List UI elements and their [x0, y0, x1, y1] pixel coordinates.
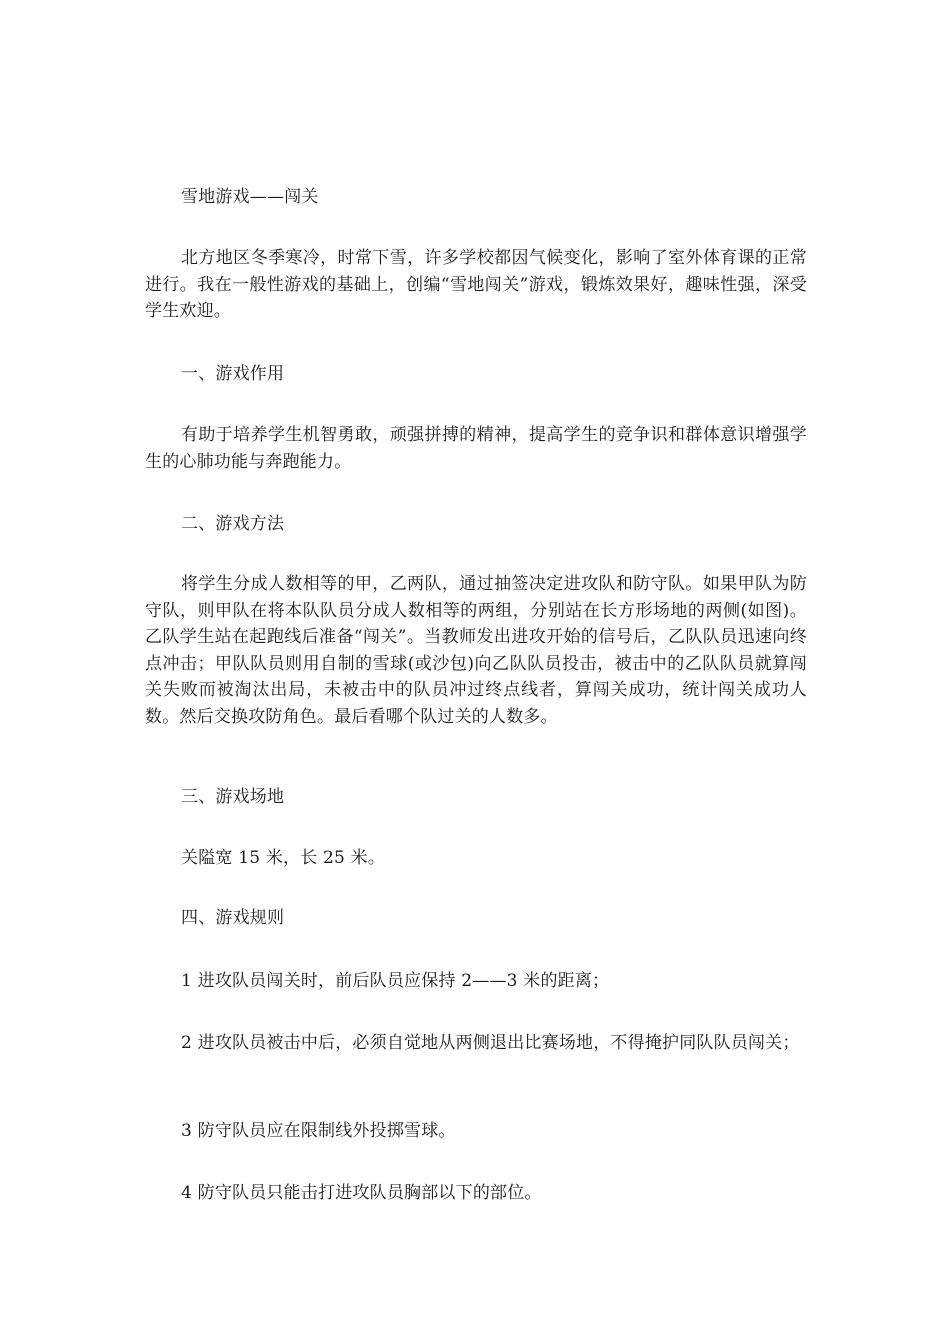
rule-item-2: 2 进攻队员被击中后，必须自觉地从两侧退出比赛场地，不得掩护同队队员闯关； — [181, 1033, 800, 1053]
heading-game-method: 二、游戏方法 — [181, 514, 285, 534]
heading-game-rules: 四、游戏规则 — [181, 908, 285, 928]
document-page — [145, 0, 807, 1344]
paragraph-game-field: 关隘宽 15 米，长 25 米。 — [181, 848, 386, 868]
rule-item-4: 4 防守队员只能击打进攻队员胸部以下的部位。 — [181, 1183, 542, 1203]
rule-item-3: 3 防守队员应在限制线外投掷雪球。 — [181, 1121, 456, 1141]
paragraph-intro: 北方地区冬季寒冷，时常下雪，许多学校都因气候变化，影响了室外体育课的正常进行。我在一般性游戏的基础上，创编“雪地闯关”游戏，锻炼效果好，趣味性强，深受学生欢迎。 — [145, 248, 807, 321]
document-title: 雪地游戏——闯关 — [181, 187, 319, 207]
paragraph-game-method: 将学生分成人数相等的甲，乙两队，通过抽签决定进攻队和防守队。如果甲队为防守队，则甲队在将本队队员分成人数相等的两组，分别站在长方形场地的两侧(如图)。乙队学生站在起跑线后准备“闯关”。当教师发出进攻开始的信号后，乙队队员迅速向终点冲击；甲队队员则用自制的雪球(或沙包)向乙队队员投击，被击中的乙队队员就算闯关失败而被淘汰出局，未被击中的队员冲过终点线者，算闯关成功，统计闯关成功人数。然后交换攻防角色。最后看哪个队过关的人数多。 — [145, 574, 807, 727]
paragraph-game-purpose: 有助于培养学生机智勇敢，顽强拼搏的精神，提高学生的竞争识和群体意识增强学生的心肺功能与奔跑能力。 — [145, 425, 807, 472]
heading-game-purpose: 一、游戏作用 — [181, 364, 285, 384]
heading-game-field: 三、游戏场地 — [181, 787, 285, 807]
rule-item-1: 1 进攻队员闯关时，前后队员应保持 2——3 米的距离； — [181, 971, 610, 991]
